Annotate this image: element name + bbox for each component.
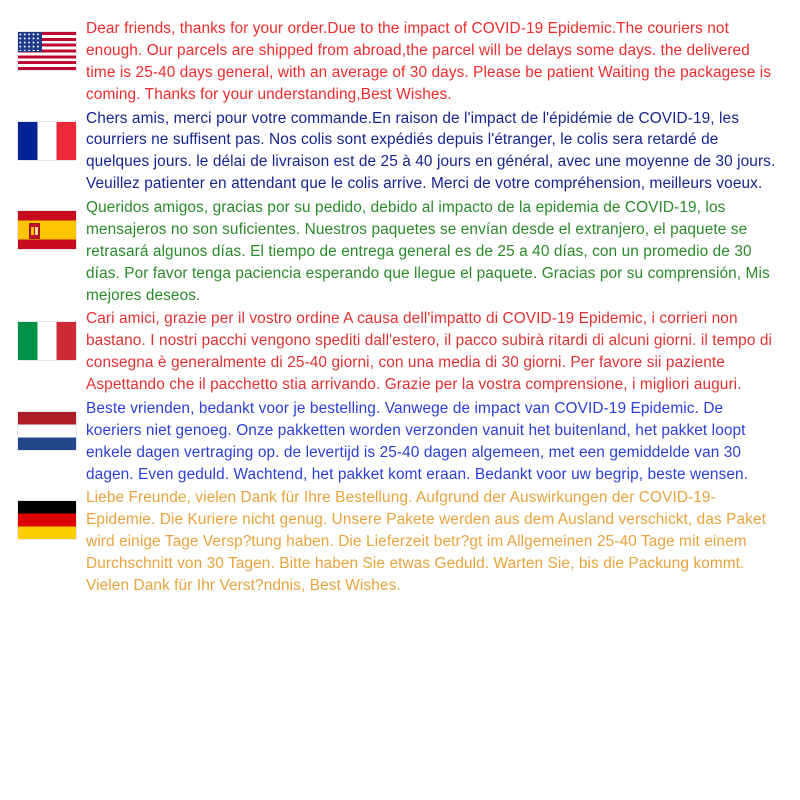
flag-cell-german: [18, 487, 86, 539]
flag-cell-english: [18, 18, 86, 70]
notice-row-spanish: [18, 197, 778, 306]
flag-netherlands-icon: [18, 412, 76, 450]
notice-text-english: Dear friends, thanks for your order.Due to the impact of COVID-19 Epidemic.The couriers not enough. Our parcels are shipped from abroad,the parcel will be delays some days. the delivered time is 25-40 days general, with an average of 30 days. Please be patient Waiting the packagese is coming. Thanks for your understanding,Best Wishes.: [86, 20, 772, 103]
flag-cell-dutch: [18, 398, 86, 450]
notice-row-english: [18, 18, 778, 106]
flag-spain-icon: [18, 211, 76, 249]
notice-text-french: Chers amis, merci pour votre commande.En raison de l'impact de l'épidémie de COVID-19, les courriers ne suffisent pas. Nos colis sont expédiés depuis l'étranger, le colis sera retardé de quelques jours. le délai de livraison est de 25 à 40 jours en général, avec une moyenne de 30 jours. Veuillez patienter en attendant que le colis arrive. Merci de votre compréhension, meilleurs voeux.: [86, 109, 776, 193]
flag-italy-icon: [18, 322, 76, 360]
notice-row-italian: [18, 308, 778, 396]
notice-text-dutch: Beste vrienden, bedankt voor je bestelling. Vanwege de impact van COVID-19 Epidemic. De koeriers niet genoeg. Onze pakketten worden verzonden vanuit het buitenland, het pakket loopt enkele dagen vertraging op. de levertijd is 25-40 dagen algemeen, met een gemiddelde van 30 dagen. Even geduld. Wachtend, het pakket komt eraan. Bedankt voor uw begrip, beste wensen.: [86, 399, 749, 483]
flag-germany-icon: [18, 501, 76, 539]
notice-row-french: [18, 108, 778, 196]
notice-row-german: [18, 487, 778, 596]
flag-united-states-icon: [18, 32, 76, 70]
notice-text-italian: Cari amici, grazie per il vostro ordine A causa dell'impatto di COVID-19 Epidemic, i corrieri non bastano. I nostri pacchi vengono spediti dall'estero, il pacco subirà ritardi di alcuni giorni. il tempo di consegna è generalmente di 25-40 giorni, con una media di 30 giorni. Per favore sii paziente Aspettando che il pacchetto stia arrivando. Grazie per la vostra comprensione, i migliori auguri.: [86, 310, 773, 393]
notice-text-spanish: Queridos amigos, gracias por su pedido, debido al impacto de la epidemia de COVID-19, los mensajeros no son suficientes. Nuestros paquetes se envían desde el extranjero, el paquete se retrasará algunos días. El tiempo de entrega general es de 25 a 40 días, con un promedio de 30 días. Por favor tenga paciencia esperando que llegue el paquete. Gracias por su comprensión, Mis mejores deseos.: [86, 199, 770, 304]
flag-cell-italian: [18, 308, 86, 360]
notice-row-dutch: [18, 398, 778, 486]
notice-text-german: Liebe Freunde, vielen Dank für Ihre Bestellung. Aufgrund der Auswirkungen der COVID-19-Epidemie. Die Kuriere nicht genug. Unsere Pakete werden aus dem Ausland verschickt, das Paket wird einige Tage Versp?tung haben. Die Lieferzeit betr?gt im Allgemeinen 25-40 Tage mit einem Durchschnitt von 30 Tagen. Bitte haben Sie etwas Geduld. Warten Sie, bis die Packung kommt. Vielen Dank für Ihr Verst?ndnis, Best Wishes.: [86, 489, 767, 594]
flag-france-icon: [18, 122, 76, 160]
flag-cell-spanish: [18, 197, 86, 249]
flag-cell-french: [18, 108, 86, 160]
